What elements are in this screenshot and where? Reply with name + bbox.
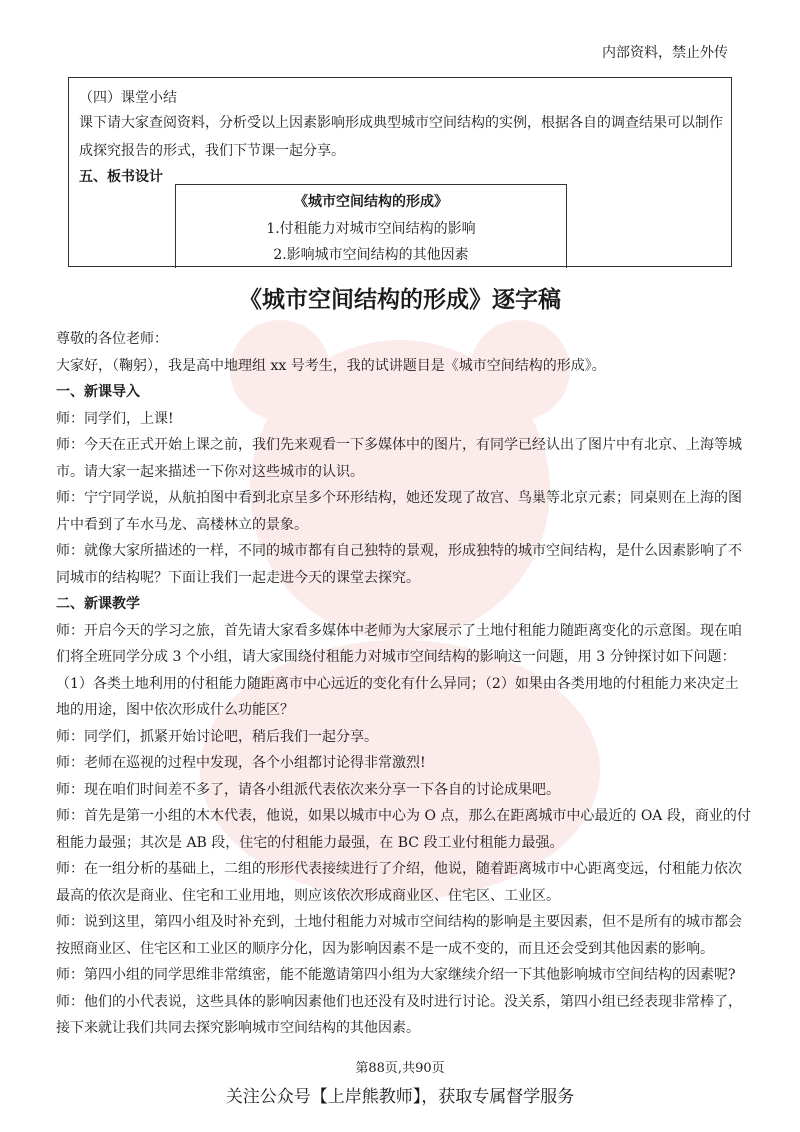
body-line: 师：说到这里，第四小组及时补充到，土地付租能力对城市空间结构的影响是主要因素，但不是所有的城市都会 [56,914,742,930]
body-line: 师：首先是第一小组的木木代表，他说，如果以城市中心为 O 点，那么在距离城市中心最近的 OA 段，商业的付 [56,808,751,824]
section-heading: 二、新课教学 [56,596,140,612]
body-line: 师：他们的小代表说，这些具体的影响因素他们也还没有及时进行讨论。没关系，第四小组已经表现非常棒了， [56,993,742,1010]
body-line: 租能力最强；其次是 AB 段，住宅的付租能力最强，在 BC 段工业付租能力最强。 [56,834,564,851]
summary-text-line-2: 成探究报告的形式，我们下节课一起分享。 [79,143,345,159]
body-line: 师：今天在正式开始上课之前，我们先来观看一下多媒体中的图片，有同学已经认出了图片中有北京、上海等城 [56,437,742,453]
footer-text: 关注公众号【上岸熊教师】，获取专属督学服务 [225,1087,575,1107]
summary-heading: （四）课堂小结 [79,90,177,106]
summary-box [68,77,732,267]
board-item-1: 1.付租能力对城市空间结构的影响 [266,221,476,237]
body-line: 师：同学们，上课! [56,410,174,427]
body-line: 师：老师在巡视的过程中发现，各个小组都讨论得非常激烈! [56,755,426,771]
summary-text-line-1: 课下请大家查阅资料，分析受以上因素影响形成典型城市空间结构的实例，根据各自的调查结果可以制作 [79,115,723,131]
body-line: 按照商业区、住宅区和工业区的顺序分化，因为影响因素不是一成不变的，而且还会受到其他因素的影响。 [56,940,714,957]
body-line: 尊敬的各位老师： [56,331,168,347]
body-line: 师：宁宁同学说，从航拍图中看到北京呈多个环形结构，她还发现了故宫、鸟巢等北京元素；同桌则在上海的图 [56,490,742,506]
body-line: 同城市的结构呢？下面让我们一起走进今天的课堂去探究。 [56,569,420,586]
body-line: 们将全班同学分成 3 个小组，请大家围绕付租能力对城市空间结构的影响这一问题，用 3 分钟探讨如下问题： [56,649,736,665]
body-line: 师：开启今天的学习之旅，首先请大家看多媒体中老师为大家展示了土地付租能力随距离变化的示意图。现在咱 [56,622,742,639]
bear-watermark-icon [150,300,650,920]
header-note: 内部资料，禁止外传 [602,45,728,61]
body-line: 师：在一组分析的基础上，二组的形形代表接续进行了介绍，他说，随着距离城市中心距离变远，付租能力依次 [56,861,742,877]
board-design-box [175,184,567,268]
body-line: 师：就像大家所描述的一样，不同的城市都有自己独特的景观，形成独特的城市空间结构，是什么因素影响了不 [56,543,742,559]
board-title: 《城市空间结构的形成》 [294,194,448,210]
body-line: 市。请大家一起来描述一下你对这些城市的认识。 [56,463,364,480]
section-five-heading: 五、板书设计 [79,169,163,185]
body-line: 师：同学们，抓紧开始讨论吧，稍后我们一起分享。 [56,728,378,745]
page-number: 第88页,共90页 [355,1061,445,1076]
page-title: 《城市空间结构的形成》逐字稿 [239,287,561,313]
body-line: 师：第四小组的同学思维非常缜密，能不能邀请第四小组为大家继续介绍一下其他影响城市空间结构的因素呢? [56,967,736,983]
board-item-2: 2.影响城市空间结构的其他因素 [273,247,469,263]
body-line: 师：现在咱们时间差不多了，请各小组派代表依次来分享一下各自的讨论成果吧。 [56,781,560,798]
body-line: 大家好，（鞠躬），我是高中地理组 xx 号考生，我的试讲题目是《城市空间结构的形成》。 [56,357,606,374]
body-line: 地的用途，图中依次形成什么功能区？ [56,702,294,718]
body-line: （1）各类土地利用的付租能力随距离市中心远近的变化有什么异同；（2）如果由各类用地的付租能力来决定土 [56,675,739,692]
body-line: 片中看到了车水马龙、高楼林立的景象。 [56,516,308,533]
body-line: 接下来就让我们共同去探究影响城市空间结构的其他因素。 [56,1020,420,1036]
body-line: 最高的依次是商业、住宅和工业用地，则应该依次形成商业区、住宅区、工业区。 [56,887,560,904]
section-heading: 一、新课导入 [56,384,140,400]
